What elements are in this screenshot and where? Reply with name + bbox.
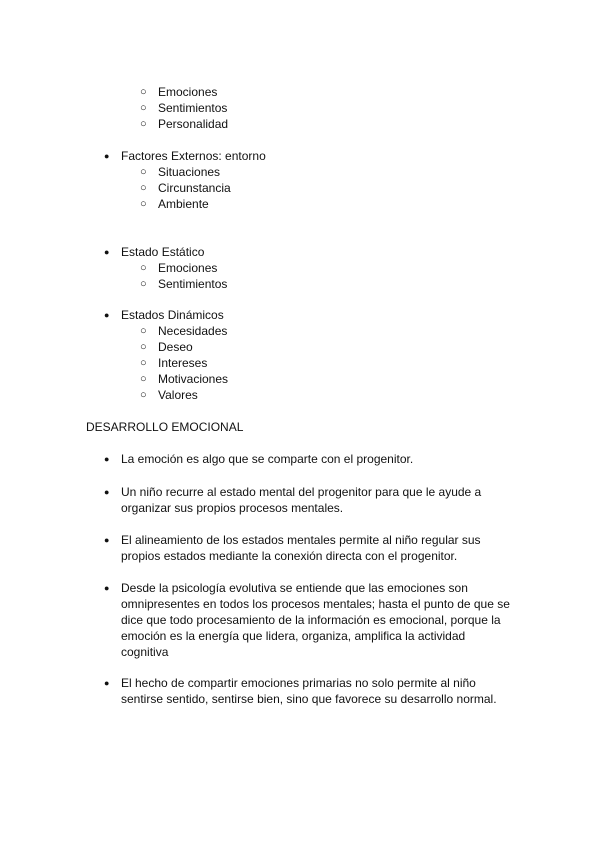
- bullet-marker: ●: [104, 535, 110, 545]
- paragraph-line: Un niño recurre al estado mental del progenitor para que le ayude a: [121, 485, 482, 499]
- bullet-marker: ●: [104, 151, 110, 161]
- list-item: Valores: [158, 388, 198, 402]
- sub-bullet-marker: ○: [140, 389, 147, 401]
- list-item: Sentimientos: [158, 277, 228, 291]
- bullet-marker: ●: [104, 678, 110, 688]
- paragraph-line: emoción es la energía que lidera, organiza, amplifica la actividad: [121, 629, 466, 643]
- paragraph-line: dice que todo procesamiento de la información es emocional, porque la: [121, 613, 501, 627]
- list-item: Circunstancia: [158, 181, 231, 195]
- list-item: Emociones: [158, 85, 218, 99]
- paragraph-line: El alineamiento de los estados mentales permite al niño regular sus: [121, 533, 481, 547]
- sub-bullet-marker: ○: [140, 357, 147, 369]
- paragraph-line: omnipresentes en todos los procesos mentales; hasta el punto de que se: [121, 597, 510, 611]
- list-item: Necesidades: [158, 324, 228, 338]
- paragraph-line: Desde la psicología evolutiva se entiende que las emociones son: [121, 581, 468, 595]
- list-item: Deseo: [158, 340, 193, 354]
- sub-bullet-marker: ○: [140, 198, 147, 210]
- list-item: Intereses: [158, 356, 208, 370]
- sub-bullet-marker: ○: [140, 373, 147, 385]
- sub-bullet-marker: ○: [140, 118, 147, 130]
- sub-bullet-marker: ○: [140, 262, 147, 274]
- list-item: Ambiente: [158, 197, 209, 211]
- sub-bullet-marker: ○: [140, 325, 147, 337]
- sub-bullet-marker: ○: [140, 341, 147, 353]
- section-heading: DESARROLLO EMOCIONAL: [86, 420, 244, 434]
- paragraph-line: cognitiva: [121, 645, 169, 659]
- sub-bullet-marker: ○: [140, 182, 147, 194]
- sub-bullet-marker: ○: [140, 278, 147, 290]
- sub-bullet-marker: ○: [140, 86, 147, 98]
- paragraph-line: La emoción es algo que se comparte con el progenitor.: [121, 452, 414, 466]
- list-item: Situaciones: [158, 165, 221, 179]
- bullet-marker: ●: [104, 487, 110, 497]
- list-heading-estados-dinamicos: Estados Dinámicos: [121, 308, 224, 322]
- paragraph-line: propios estados mediante la conexión directa con el progenitor.: [121, 549, 458, 563]
- list-item: Motivaciones: [158, 372, 229, 386]
- list-heading-factores-externos: Factores Externos: entorno: [121, 149, 266, 163]
- list-item: Sentimientos: [158, 101, 228, 115]
- bullet-marker: ●: [104, 583, 110, 593]
- bullet-marker: ●: [104, 454, 110, 464]
- list-heading-estado-estatico: Estado Estático: [121, 245, 205, 259]
- paragraph-line: El hecho de compartir emociones primarias no solo permite al niño: [121, 676, 476, 690]
- list-item: Personalidad: [158, 117, 229, 131]
- sub-bullet-marker: ○: [140, 102, 147, 114]
- paragraph-line: organizar sus propios procesos mentales.: [121, 501, 344, 515]
- paragraph-line: sentirse sentido, sentirse bien, sino que favorece su desarrollo normal.: [121, 692, 497, 706]
- bullet-marker: ●: [104, 310, 110, 320]
- sub-bullet-marker: ○: [140, 166, 147, 178]
- bullet-marker: ●: [104, 247, 110, 257]
- list-item: Emociones: [158, 261, 218, 275]
